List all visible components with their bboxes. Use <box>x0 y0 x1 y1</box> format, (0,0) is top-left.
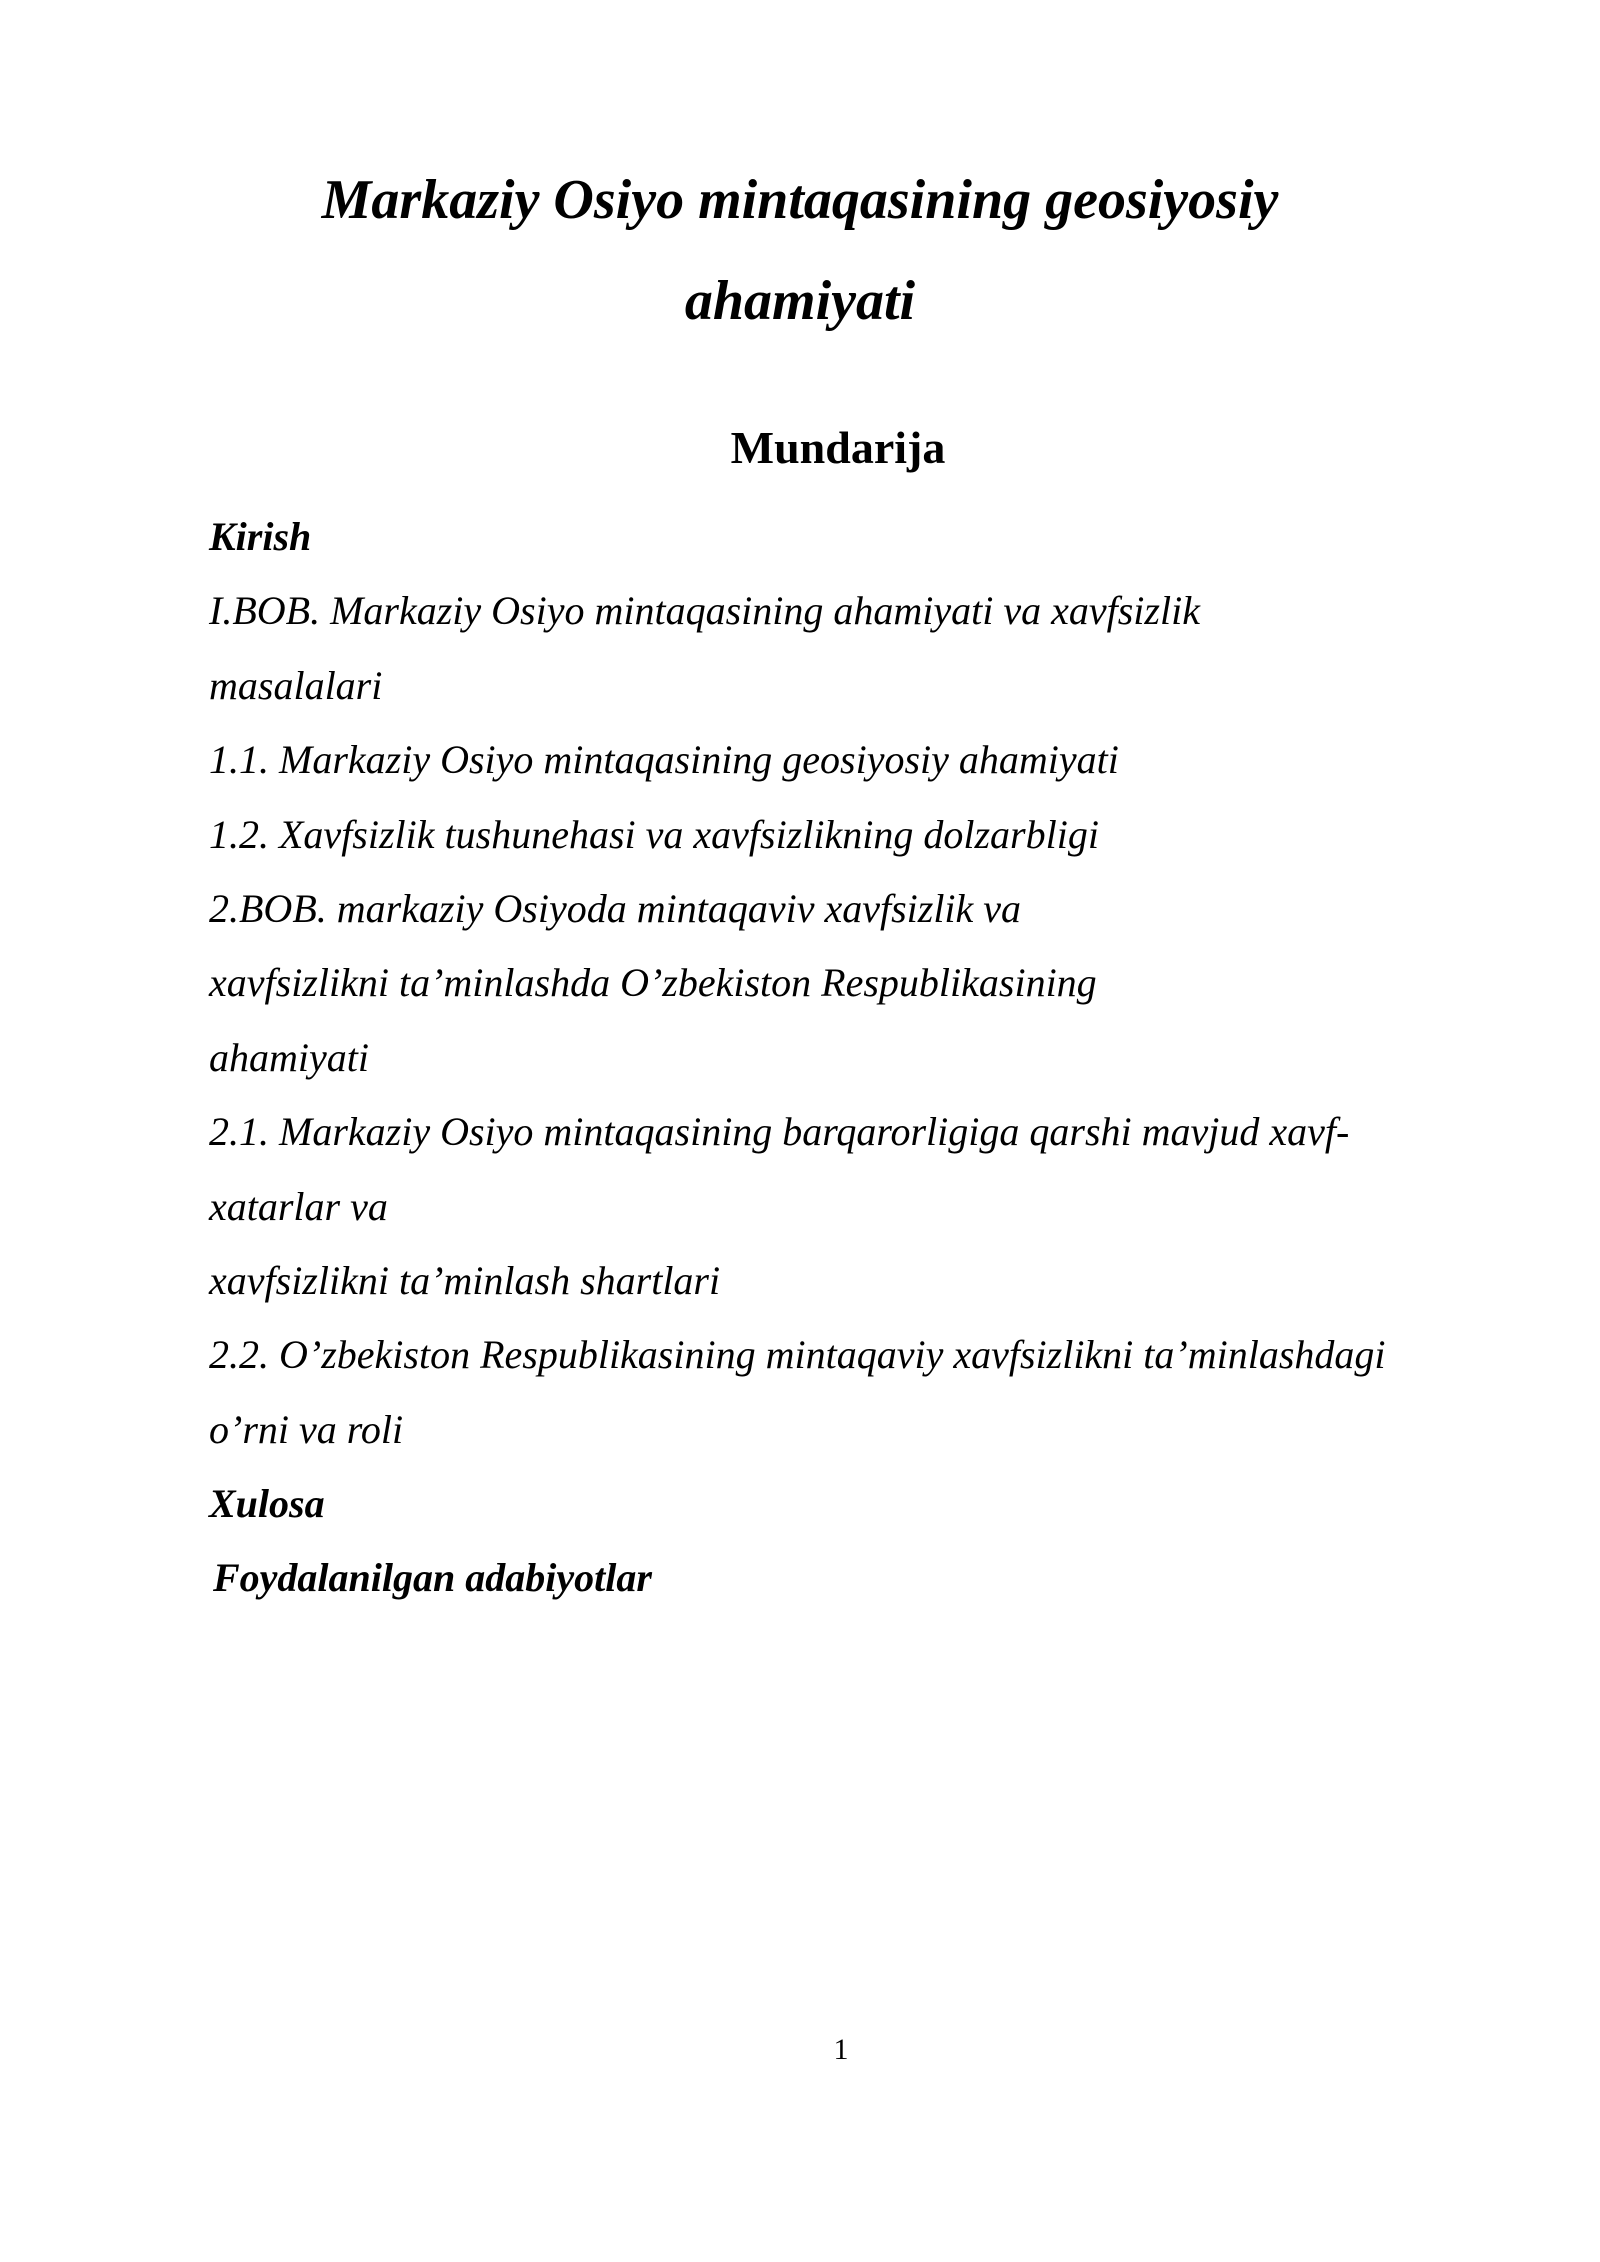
toc-entry-chapter-2-continued: xavfsizlikni ta’minlashda O’zbekiston Respublikasining <box>209 960 1097 1006</box>
toc-entry-section-2-1: 2.1. Markaziy Osiyo mintaqasining barqarorligiga qarshi mavjud xavf- <box>209 1109 1350 1155</box>
table-of-contents <box>209 500 1529 1616</box>
toc-heading: Mundarija <box>730 422 946 473</box>
toc-entry-references: Foydalanilgan adabiyotlar <box>213 1555 652 1601</box>
toc-entry-section-2-2: 2.2. O’zbekiston Respublikasining mintaqaviy xavfsizlikni ta’minlashdagi <box>209 1332 1386 1378</box>
toc-entry-chapter-1-continued: masalalari <box>209 662 383 708</box>
toc-entry-section-1-2: 1.2. Xavfsizlik tushunehasi va xavfsizlikning dolzarbligi <box>209 811 1099 857</box>
toc-entry-chapter-2: 2.BOB. markaziy Osiyoda mintaqaviv xavfsizlik va <box>209 885 1022 931</box>
toc-entry-chapter-2-continued: ahamiyati <box>209 1034 369 1080</box>
toc-entry-section-2-2-continued: o’rni va roli <box>209 1406 404 1452</box>
toc-entry-introduction: Kirish <box>209 514 312 559</box>
toc-entry-chapter-1: I.BOB. Markaziy Osiyo mintaqasining ahamiyati va xavfsizlik <box>209 588 1200 634</box>
toc-entry-conclusion: Xulosa <box>209 1481 325 1527</box>
toc-entry-section-2-1-continued: xatarlar va <box>209 1183 388 1229</box>
document-title-line-1: Markaziy Osiyo mintaqasining geosiyosiy <box>321 169 1279 231</box>
page-number: 1 <box>833 2033 849 2066</box>
toc-entry-section-1-1: 1.1. Markaziy Osiyo mintaqasining geosiyosiy ahamiyati <box>209 737 1119 783</box>
toc-entry-section-2-1-continued: xavfsizlikni ta’minlash shartlari <box>209 1257 721 1303</box>
document-title <box>0 150 1600 352</box>
document-title-line-2: ahamiyati <box>684 270 916 332</box>
